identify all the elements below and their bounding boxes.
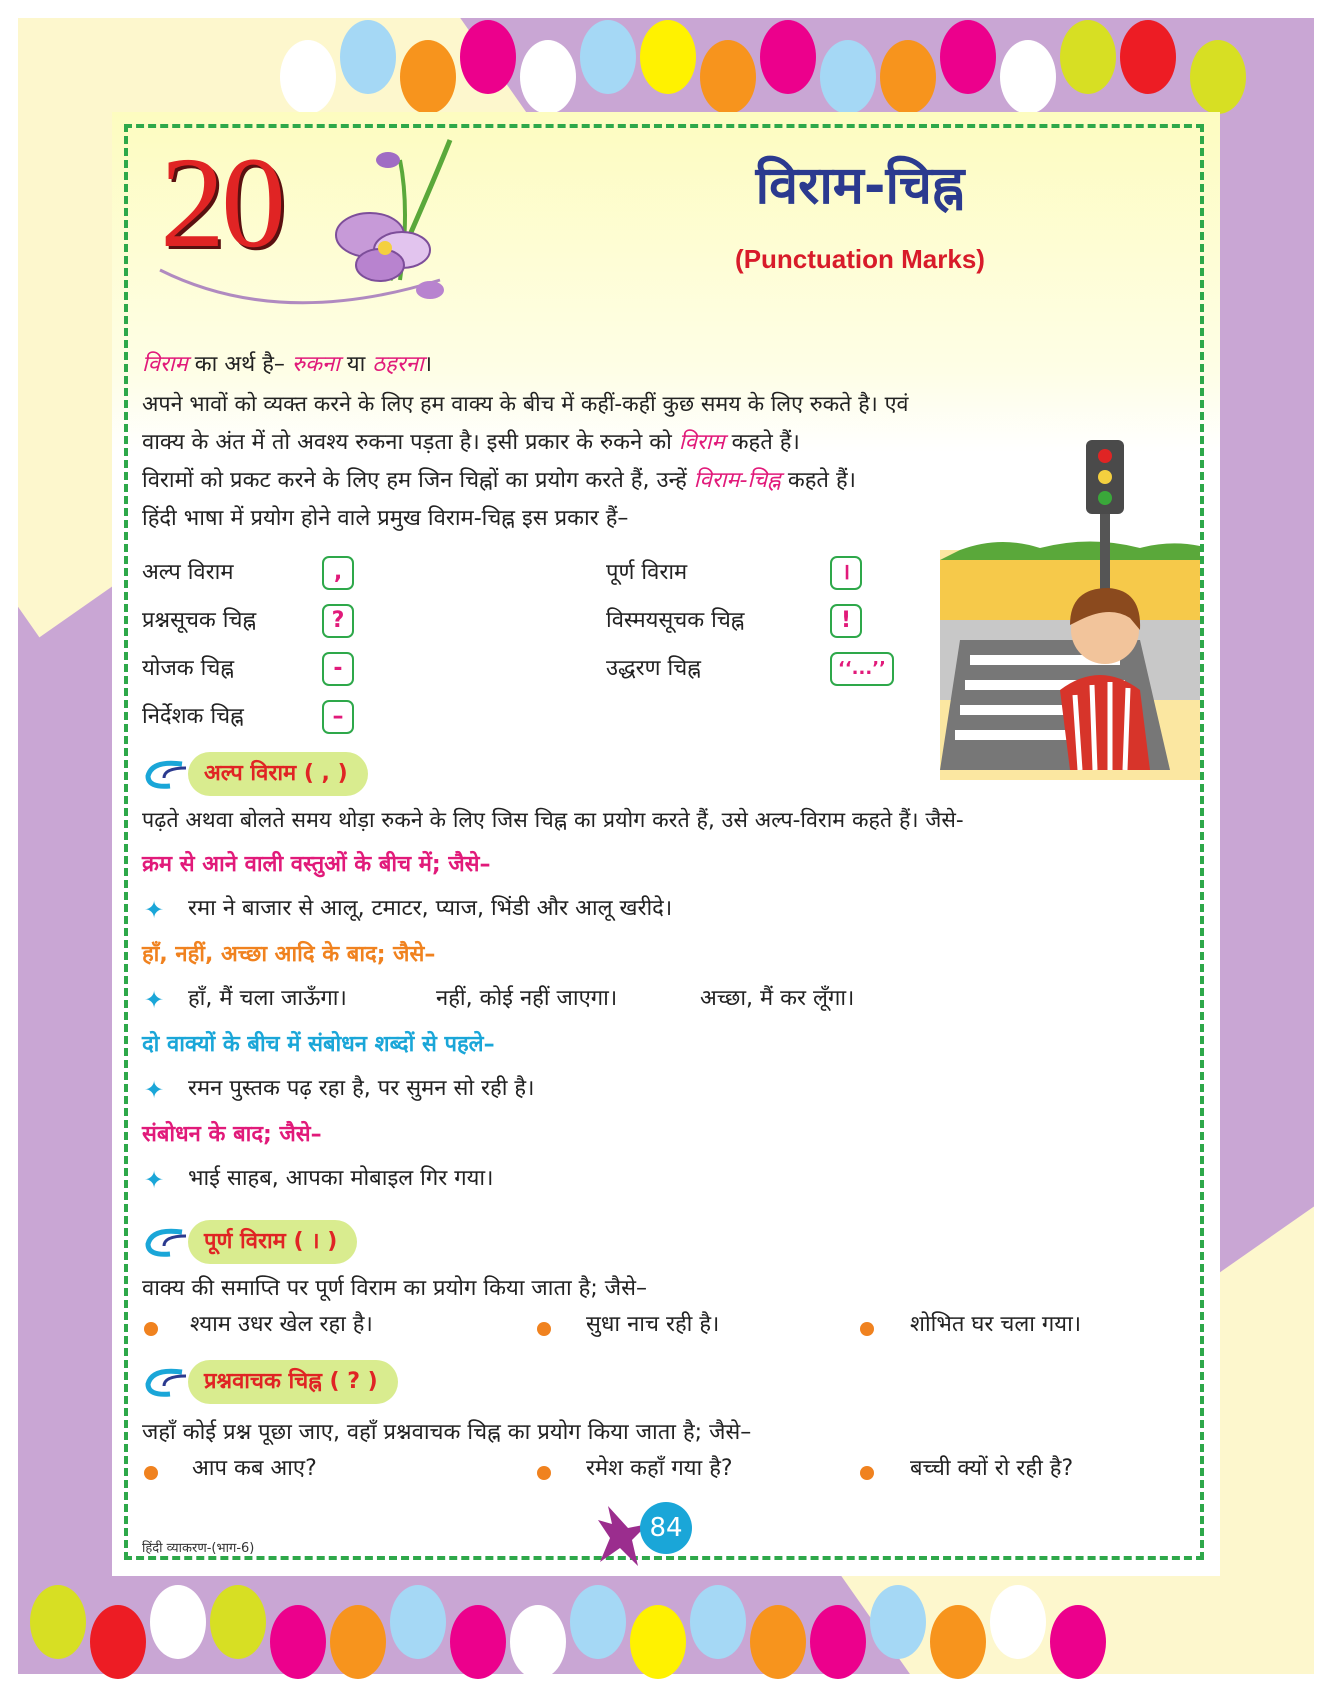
decorative-dot xyxy=(520,40,576,114)
circle-bullet-icon xyxy=(860,1466,874,1480)
star-bullet-icon: ✦ xyxy=(144,1166,165,1194)
decorative-dot xyxy=(880,40,936,114)
decorative-dot xyxy=(640,20,696,94)
example-text: बच्ची क्यों रो रही है? xyxy=(910,1456,1074,1481)
decorative-dot xyxy=(1190,40,1246,114)
example-text: अच्छा, मैं कर लूँगा। xyxy=(700,986,855,1011)
decorative-dot xyxy=(330,1605,386,1679)
mark-label: उद्धरण चिह्न xyxy=(606,656,701,681)
decorative-dot xyxy=(400,40,456,114)
emphasis-word: विराम xyxy=(142,352,188,377)
rule-heading: हाँ, नहीं, अच्छा आदि के बाद; जैसे– xyxy=(142,942,436,967)
example-text: हाँ, मैं चला जाऊँगा। xyxy=(188,986,347,1011)
decorative-dot xyxy=(1060,20,1116,94)
example-text: भाई साहब, आपका मोबाइल गिर गया। xyxy=(188,1166,494,1191)
emphasis-word: रुकना xyxy=(291,352,340,377)
mark-label: अल्प विराम xyxy=(142,560,234,585)
swirl-icon xyxy=(142,758,192,792)
intro-line xyxy=(142,430,800,456)
page-number: 84 xyxy=(640,1502,692,1554)
intro-line: अपने भावों को व्यक्त करने के लिए हम वाक्य के बीच में कहीं-कहीं कुछ समय के लिए रुकते है। एवं xyxy=(142,392,909,417)
mark-label: विस्मयसूचक चिह्न xyxy=(606,608,745,633)
definition-text: वाक्य की समाप्ति पर पूर्ण विराम का प्रयोग किया जाता है; जैसे– xyxy=(142,1276,647,1301)
decorative-dot xyxy=(210,1585,266,1659)
intro-line xyxy=(142,468,856,494)
example-text: शोभित घर चला गया। xyxy=(910,1312,1082,1337)
decorative-dot xyxy=(580,20,636,94)
swirl-icon xyxy=(142,1366,192,1400)
rule-heading: क्रम से आने वाली वस्तुओं के बीच में; जैसे– xyxy=(142,852,491,877)
section-heading-label: पूर्ण विराम ( । ) xyxy=(188,1220,357,1264)
circle-bullet-icon xyxy=(144,1466,158,1480)
decorative-dot xyxy=(1120,20,1176,94)
mark-symbol: - xyxy=(322,652,354,686)
mark-symbol: , xyxy=(322,556,354,590)
star-bullet-icon: ✦ xyxy=(144,1076,165,1104)
intro-meaning-line xyxy=(142,352,432,378)
text-span: या xyxy=(339,352,373,377)
decorative-dot xyxy=(90,1605,146,1679)
decorative-dot xyxy=(460,20,516,94)
decorative-dot xyxy=(1050,1605,1106,1679)
emphasis-word: विराम-चिह्न xyxy=(693,468,781,493)
mark-symbol: ! xyxy=(830,604,862,638)
mark-label: पूर्ण विराम xyxy=(606,560,688,585)
decorative-dot xyxy=(510,1605,566,1679)
decorative-dot xyxy=(750,1605,806,1679)
section-heading-label: अल्प विराम ( , ) xyxy=(188,752,368,796)
text-span: विरामों को प्रकट करने के लिए हम जिन चिह्नों का प्रयोग करते हैं, उन्हें xyxy=(142,468,694,493)
decorative-dot xyxy=(30,1585,86,1659)
decorative-dot xyxy=(450,1605,506,1679)
example-text: आप कब आए? xyxy=(192,1456,317,1481)
example-text: सुधा नाच रही है। xyxy=(586,1312,720,1337)
decorative-dot xyxy=(810,1605,866,1679)
mark-symbol: ‘‘...’’ xyxy=(830,652,894,686)
decorative-dot xyxy=(390,1585,446,1659)
mark-symbol: ? xyxy=(322,604,354,638)
mark-label: योजक चिह्न xyxy=(142,656,235,681)
decorative-dot xyxy=(280,40,336,114)
example-text: श्याम उधर खेल रहा है। xyxy=(190,1312,373,1337)
section-heading-label: प्रश्नवाचक चिह्न ( ? ) xyxy=(188,1360,398,1404)
text-span: वाक्य के अंत में तो अवश्य रुकना पड़ता है। इसी प्रकार के रुकने को xyxy=(142,430,679,455)
definition-text: पढ़ते अथवा बोलते समय थोड़ा रुकने के लिए जिस चिह्न का प्रयोग करते हैं, उसे अल्प-विराम कहते हैं। जैसे- xyxy=(142,808,964,833)
example-text: रमन पुस्तक पढ़ रहा है, पर सुमन सो रही है। xyxy=(188,1076,535,1101)
example-text: रमा ने बाजार से आलू, टमाटर, प्याज, भिंडी और आलू खरीदे। xyxy=(188,896,673,921)
decorative-dot xyxy=(570,1585,626,1659)
text-span: का अर्थ है– xyxy=(187,352,292,377)
book-title-footer: हिंदी व्याकरण-(भाग-6) xyxy=(142,1541,255,1556)
decorative-dot xyxy=(700,40,756,114)
emphasis-word: विराम xyxy=(678,430,725,455)
star-bullet-icon: ✦ xyxy=(144,986,165,1014)
swirl-icon xyxy=(142,1226,192,1260)
definition-text: जहाँ कोई प्रश्न पूछा जाए, वहाँ प्रश्नवाचक चिह्न का प्रयोग किया जाता है; जैसे– xyxy=(142,1420,752,1445)
decorative-dot xyxy=(930,1605,986,1679)
example-text: नहीं, कोई नहीं जाएगा। xyxy=(436,986,618,1011)
circle-bullet-icon xyxy=(860,1322,874,1336)
decorative-dot xyxy=(1000,40,1056,114)
decorative-dot xyxy=(870,1585,926,1659)
decorative-dot xyxy=(150,1585,206,1659)
text-span: कहते हैं। xyxy=(724,430,800,455)
mark-label: निर्देशक चिह्न xyxy=(142,704,244,729)
decorative-dot xyxy=(630,1605,686,1679)
decorative-dot xyxy=(990,1585,1046,1659)
circle-bullet-icon xyxy=(144,1322,158,1336)
decorative-dot xyxy=(940,20,996,94)
decorative-dot xyxy=(270,1605,326,1679)
emphasis-word: ठहरना xyxy=(372,352,424,377)
decorative-dot xyxy=(340,20,396,94)
page-title: विराम-चिह्न xyxy=(755,156,965,216)
rule-heading: संबोधन के बाद; जैसे– xyxy=(142,1122,322,1147)
star-bullet-icon: ✦ xyxy=(144,896,165,924)
decorative-dot xyxy=(760,20,816,94)
traffic-boy-illustration xyxy=(940,440,1200,780)
text-span: कहते हैं। xyxy=(780,468,856,493)
dashed-frame xyxy=(124,124,1204,1560)
circle-bullet-icon xyxy=(537,1322,551,1336)
intro-line: हिंदी भाषा में प्रयोग होने वाले प्रमुख विराम-चिह्न इस प्रकार हैं– xyxy=(142,506,629,531)
mark-symbol: । xyxy=(830,556,862,590)
example-text: रमेश कहाँ गया है? xyxy=(586,1456,733,1481)
circle-bullet-icon xyxy=(537,1466,551,1480)
decorative-dot xyxy=(820,40,876,114)
page-subtitle: (Punctuation Marks) xyxy=(735,244,985,274)
decorative-dot xyxy=(690,1585,746,1659)
text-span: । xyxy=(423,352,433,377)
mark-symbol: – xyxy=(322,700,354,734)
mark-label: प्रश्नसूचक चिह्न xyxy=(142,608,257,633)
chapter-number: 20 xyxy=(160,131,282,275)
rule-heading: दो वाक्यों के बीच में संबोधन शब्दों से पहले– xyxy=(142,1032,495,1057)
